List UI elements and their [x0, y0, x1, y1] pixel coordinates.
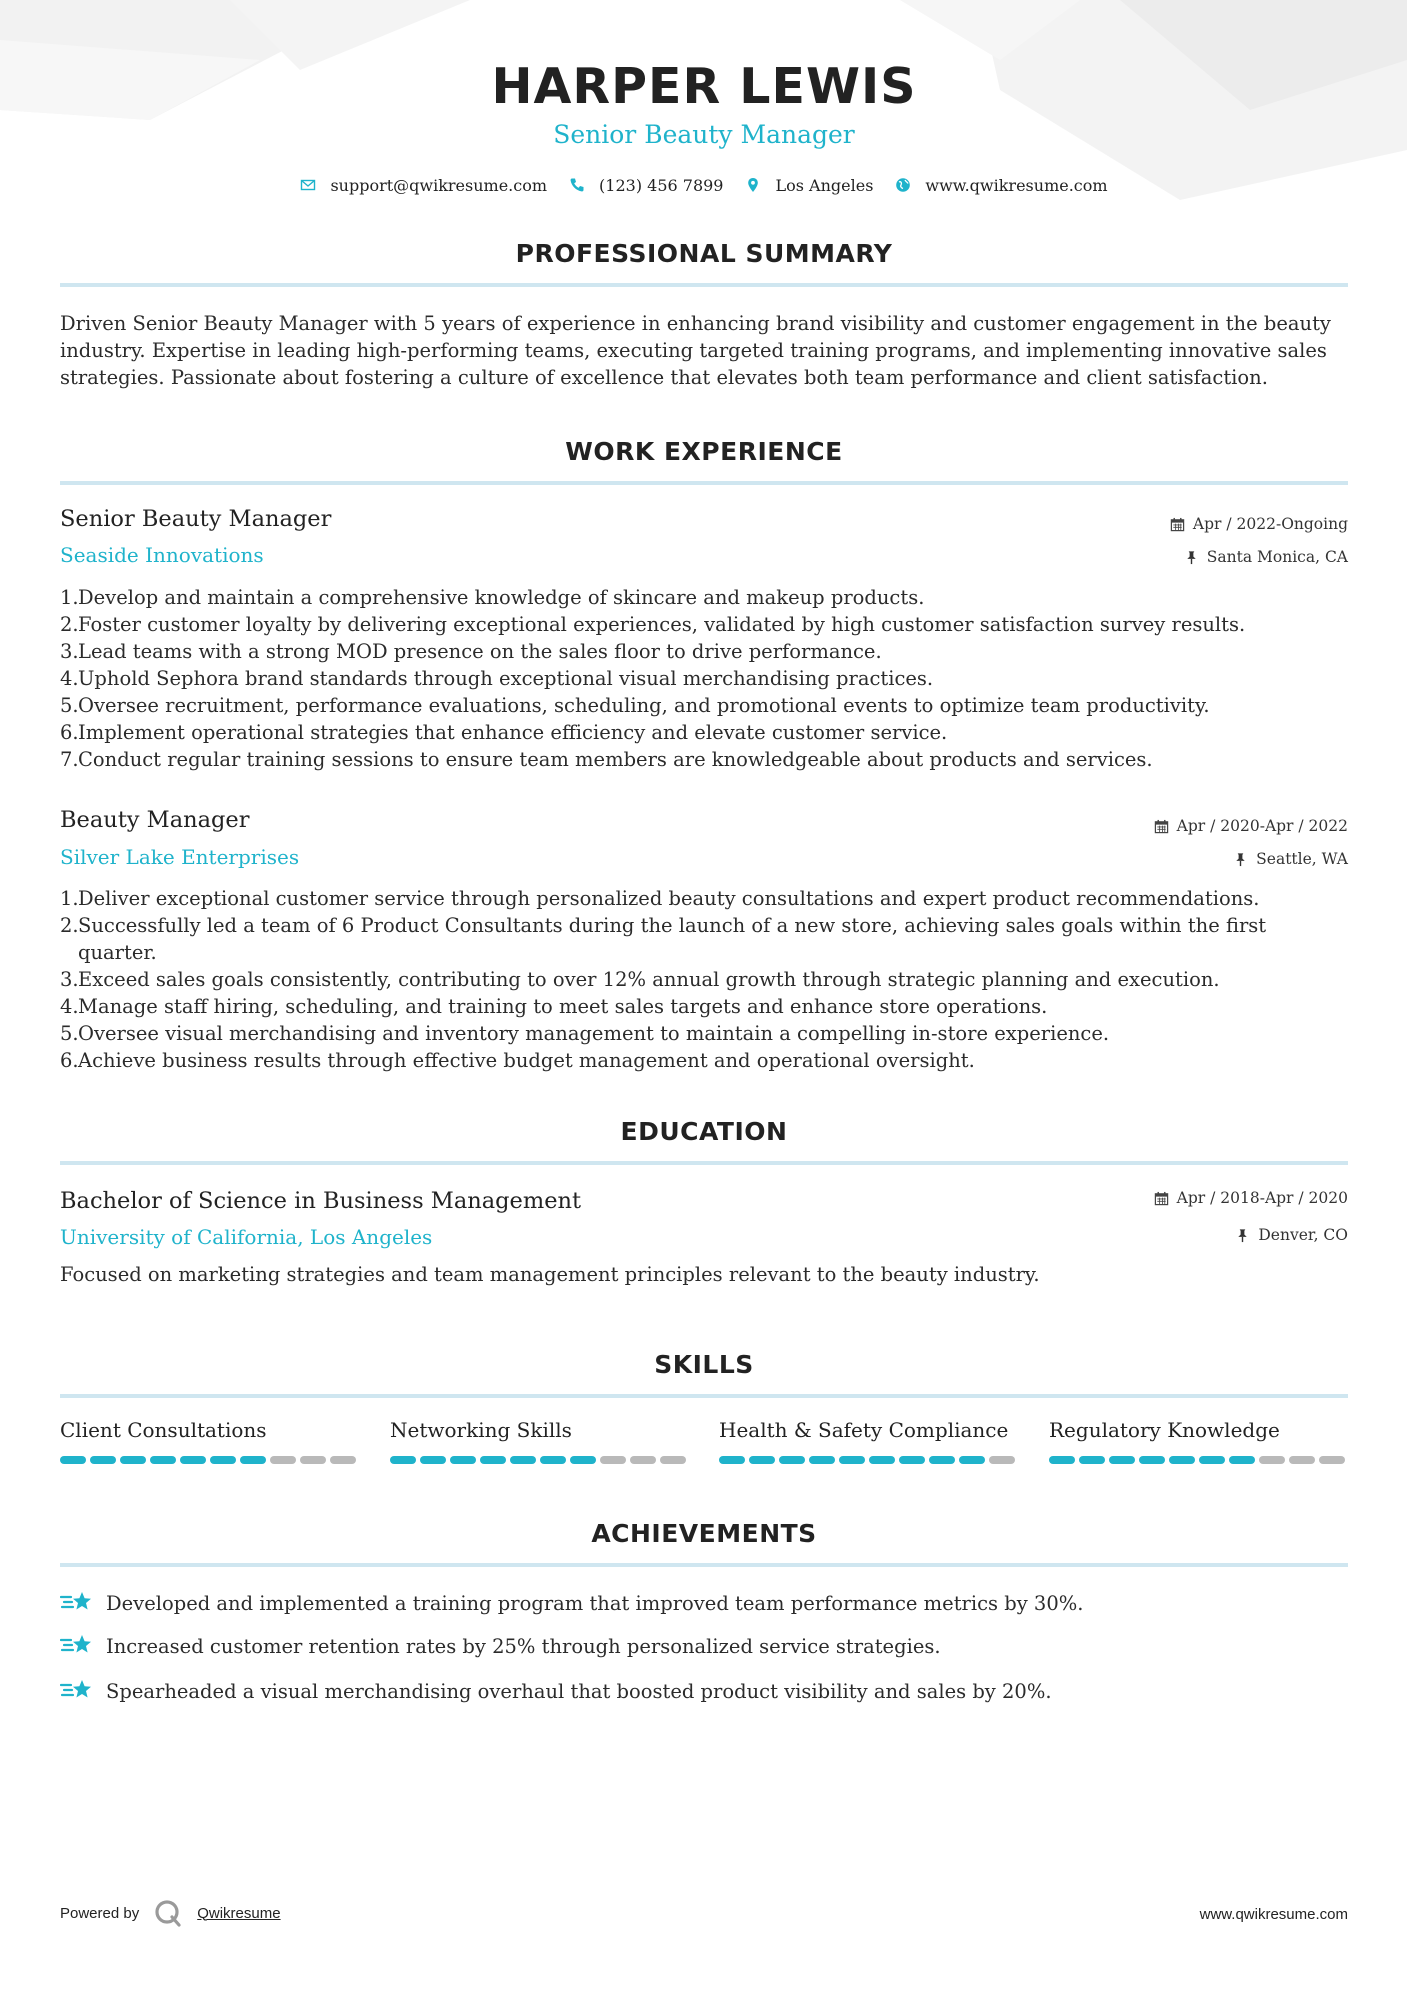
section-title-experience: WORK EXPERIENCE: [565, 437, 843, 466]
skill-segment-filled: [959, 1456, 985, 1464]
candidate-role: Senior Beauty Manager: [553, 120, 855, 149]
section-title-education: EDUCATION: [620, 1117, 788, 1146]
achievement-text: Spearheaded a visual merchandising overhaul that boosted product visibility and sales by 20%.: [106, 1679, 1052, 1703]
skill-item: [60, 1418, 360, 1464]
qwikresume-link[interactable]: Qwikresume: [197, 1904, 281, 1922]
achievement-item: [60, 1676, 1348, 1706]
shooting-star-icon: [60, 1676, 94, 1706]
skill-segment-filled: [749, 1456, 775, 1464]
phone-icon: [569, 177, 585, 193]
job-company: Silver Lake Enterprises: [60, 845, 300, 869]
list-item: 5. Oversee recruitment, performance evaluations, scheduling, and promotional events to optimize team productivity.: [60, 694, 1210, 717]
skill-segment-empty: [1289, 1456, 1315, 1464]
envelope-icon: [300, 177, 316, 193]
job-dates: [1154, 817, 1348, 835]
job-title: Senior Beauty Manager: [60, 506, 332, 532]
skill-segment-filled: [1079, 1456, 1105, 1464]
globe-icon: [895, 177, 911, 193]
skill-segment-empty: [300, 1456, 326, 1464]
skill-segment-filled: [1049, 1456, 1075, 1464]
section-divider: [60, 283, 1348, 287]
skill-segment-filled: [450, 1456, 476, 1464]
skill-name: Regulatory Knowledge: [1049, 1418, 1280, 1442]
skill-segment-filled: [809, 1456, 835, 1464]
skill-segment-filled: [869, 1456, 895, 1464]
job-responsibilities: [60, 584, 1348, 773]
pushpin-icon: [1233, 852, 1248, 867]
skill-level-bar: [719, 1456, 1019, 1464]
contact-website-text: www.qwikresume.com: [925, 175, 1108, 195]
skill-segment-empty: [330, 1456, 356, 1464]
section-divider: [60, 1394, 1348, 1398]
skill-segment-filled: [390, 1456, 416, 1464]
skill-segment-empty: [600, 1456, 626, 1464]
calendar-icon: [1170, 517, 1185, 532]
skill-segment-filled: [1199, 1456, 1225, 1464]
skill-segment-filled: [570, 1456, 596, 1464]
list-item: 1. Develop and maintain a comprehensive knowledge of skincare and makeup products.: [60, 586, 925, 609]
education-degree: Bachelor of Science in Business Management: [60, 1188, 582, 1214]
list-item: 3. Exceed sales goals consistently, contributing to over 12% annual growth through strategic planning and execution.: [60, 968, 1220, 991]
achievement-item: [60, 1631, 1348, 1661]
job-location: [1184, 548, 1348, 566]
job-dates-text: Apr / 2022-Ongoing: [1192, 515, 1348, 533]
list-item: 4. Manage staff hiring, scheduling, and training to meet sales targets and enhance store operations.: [60, 995, 1048, 1018]
contact-phone[interactable]: [569, 176, 723, 195]
contact-email-text: support@qwikresume.com: [330, 175, 548, 195]
skill-segment-filled: [1169, 1456, 1195, 1464]
list-item: 3. Lead teams with a strong MOD presence on the sales floor to drive performance.: [60, 640, 882, 663]
list-item: 2. Successfully led a team of 6 Product Consultants during the launch of a new store, achieving sales goals within the first quarter.: [60, 914, 1267, 964]
calendar-icon: [1154, 819, 1169, 834]
skill-segment-filled: [779, 1456, 805, 1464]
skill-segment-filled: [1109, 1456, 1135, 1464]
education-dates-text: Apr / 2018-Apr / 2020: [1176, 1189, 1348, 1207]
skill-segment-filled: [510, 1456, 536, 1464]
job-location: [1233, 850, 1348, 868]
skill-name: Networking Skills: [390, 1418, 572, 1442]
skill-segment-filled: [480, 1456, 506, 1464]
skill-name: Health & Safety Compliance: [719, 1418, 1009, 1442]
skill-segment-empty: [1319, 1456, 1345, 1464]
footer-website-link[interactable]: www.qwikresume.com: [1199, 1906, 1348, 1923]
contact-bar: [60, 173, 1348, 197]
skill-item: [390, 1418, 690, 1464]
contact-email[interactable]: [300, 176, 547, 195]
skill-segment-filled: [240, 1456, 266, 1464]
achievement-text: Developed and implemented a training program that improved team performance metrics by 30%.: [106, 1591, 1084, 1615]
section-title-summary: PROFESSIONAL SUMMARY: [515, 239, 893, 268]
skill-segment-filled: [1229, 1456, 1255, 1464]
contact-location: [745, 176, 873, 195]
job-location-text: Santa Monica, CA: [1206, 548, 1348, 566]
skill-level-bar: [1049, 1456, 1349, 1464]
list-item: 6. Implement operational strategies that enhance efficiency and elevate customer service.: [60, 721, 948, 744]
skill-level-bar: [60, 1456, 360, 1464]
powered-by-label: Powered by: [60, 1904, 140, 1922]
candidate-name: HARPER LEWIS: [491, 58, 917, 115]
section-divider: [60, 1563, 1348, 1567]
summary-text: Driven Senior Beauty Manager with 5 years of experience in enhancing brand visibility and customer engagement in the beauty industry. Expertise in leading high-performing teams, executing targeted training programs, and implementing innovative sales strategies. Passionate about fostering a culture of excellence that elevates both team performance and client satisfaction.: [60, 312, 1331, 389]
skill-segment-empty: [660, 1456, 686, 1464]
list-item: 4. Uphold Sephora brand standards through exceptional visual merchandising practices.: [60, 667, 934, 690]
education-location-text: Denver, CO: [1258, 1226, 1348, 1244]
section-divider: [60, 481, 1348, 485]
skill-segment-filled: [929, 1456, 955, 1464]
pushpin-icon: [1235, 1228, 1250, 1243]
education-location: [1235, 1226, 1348, 1244]
skill-level-bar: [390, 1456, 690, 1464]
skill-item: [719, 1418, 1019, 1464]
skill-segment-empty: [1259, 1456, 1285, 1464]
job-dates-text: Apr / 2020-Apr / 2022: [1176, 817, 1348, 835]
education-dates: [1154, 1189, 1348, 1207]
achievement-text: Increased customer retention rates by 25% through personalized service strategies.: [106, 1634, 941, 1658]
skill-segment-filled: [899, 1456, 925, 1464]
calendar-icon: [1154, 1191, 1169, 1206]
skill-segment-filled: [839, 1456, 865, 1464]
skill-item: [1049, 1418, 1349, 1464]
job-company: Seaside Innovations: [60, 543, 264, 567]
contact-website[interactable]: [895, 176, 1107, 195]
list-item: 6. Achieve business results through effective budget management and operational oversight.: [60, 1049, 975, 1072]
skill-segment-filled: [420, 1456, 446, 1464]
job-location-text: Seattle, WA: [1256, 850, 1348, 868]
job-dates: [1170, 515, 1348, 533]
job-title: Beauty Manager: [60, 807, 250, 833]
education-school: University of California, Los Angeles: [60, 1225, 433, 1249]
job-responsibilities: [60, 885, 1348, 1074]
skill-segment-filled: [120, 1456, 146, 1464]
list-item: 7. Conduct regular training sessions to ensure team members are knowledgeable about products and services.: [60, 748, 1153, 771]
skill-segment-filled: [180, 1456, 206, 1464]
section-title-achievements: ACHIEVEMENTS: [591, 1519, 817, 1548]
skill-segment-filled: [60, 1456, 86, 1464]
pushpin-icon: [1184, 550, 1199, 565]
shooting-star-icon: [60, 1588, 94, 1618]
map-pin-icon: [745, 177, 761, 193]
list-item: 5. Oversee visual merchandising and inventory management to maintain a compelling in-store experience.: [60, 1022, 1110, 1045]
skill-name: Client Consultations: [60, 1418, 267, 1442]
skill-segment-filled: [90, 1456, 116, 1464]
skill-segment-filled: [1139, 1456, 1165, 1464]
skill-segment-empty: [270, 1456, 296, 1464]
skill-segment-filled: [540, 1456, 566, 1464]
contact-location-text: Los Angeles: [775, 175, 874, 195]
section-title-skills: SKILLS: [654, 1350, 754, 1379]
skill-segment-filled: [719, 1456, 745, 1464]
section-divider: [60, 1161, 1348, 1165]
education-description: Focused on marketing strategies and team management principles relevant to the beauty industry.: [60, 1263, 1040, 1286]
shooting-star-icon: [60, 1631, 94, 1661]
list-item: 1. Deliver exceptional customer service through personalized beauty consultations and expert product recommendations.: [60, 887, 1260, 910]
skill-segment-empty: [630, 1456, 656, 1464]
achievement-item: [60, 1588, 1348, 1618]
skill-segment-filled: [210, 1456, 236, 1464]
skill-segment-filled: [150, 1456, 176, 1464]
qwikresume-logo-icon: [153, 1898, 183, 1928]
contact-phone-text: (123) 456 7899: [599, 175, 724, 195]
list-item: 2. Foster customer loyalty by delivering exceptional experiences, validated by high customer satisfaction survey results.: [60, 613, 1246, 636]
footer-powered-by: [60, 1898, 281, 1928]
skill-segment-empty: [989, 1456, 1015, 1464]
